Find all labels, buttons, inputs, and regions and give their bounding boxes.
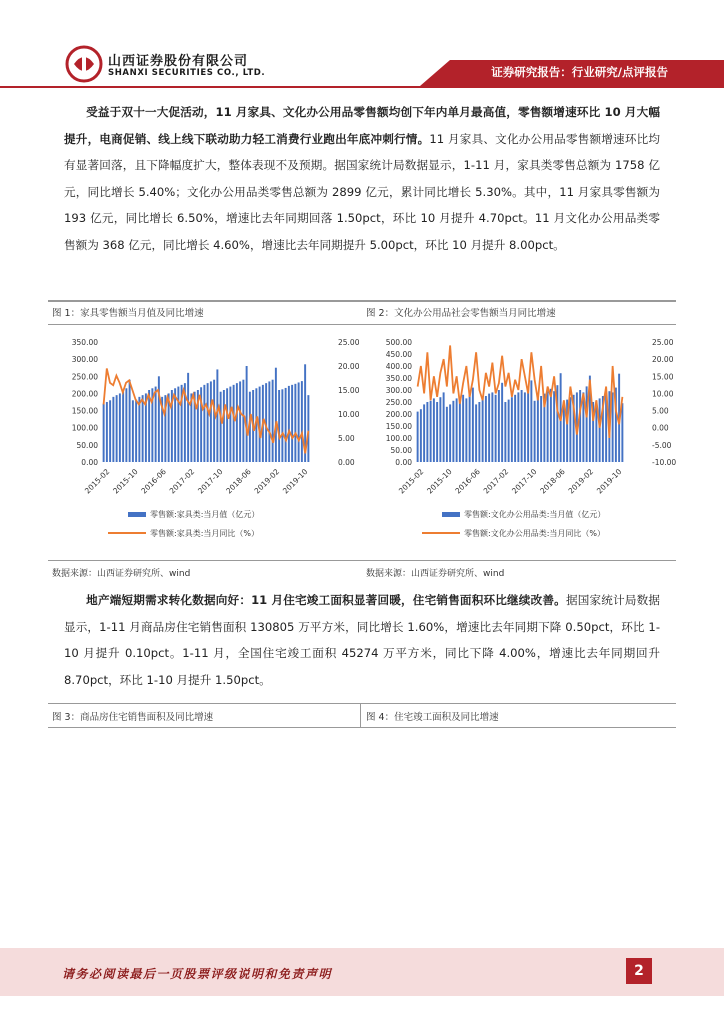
- figure-1-source: 数据来源：山西证券研究所、wind: [52, 569, 191, 579]
- x-tick-label: 2019-02: [566, 467, 596, 496]
- figure-3-caption: 图 3：商品房住宅销售面积及同比增速: [52, 712, 214, 723]
- bar: [272, 380, 274, 462]
- y-left-tick-label: 500.00: [385, 338, 412, 347]
- x-tick-label: 2017-10: [196, 467, 225, 496]
- x-tick-label: 2015-02: [82, 467, 112, 496]
- bar: [106, 402, 108, 462]
- bar: [142, 395, 144, 462]
- bar: [491, 392, 493, 462]
- legend-label: 零售额:家具类:当月值（亿元）: [150, 510, 260, 519]
- bar: [239, 381, 241, 462]
- bar: [177, 387, 179, 462]
- footer-disclaimer: 请务必阅读最后一页股票评级说明和免责声明: [62, 967, 333, 981]
- y-right-tick-label: -10.00: [652, 458, 677, 467]
- bar: [521, 390, 523, 462]
- bar: [307, 395, 309, 462]
- bar: [148, 390, 150, 462]
- y-left-tick-label: 100.00: [385, 434, 412, 443]
- y-right-tick-label: 5.00: [338, 434, 355, 443]
- x-tick-label: 2018-06: [538, 467, 567, 496]
- bar: [229, 387, 231, 462]
- bar: [569, 397, 571, 462]
- bar: [125, 388, 127, 462]
- bar: [236, 383, 238, 462]
- bar: [233, 385, 235, 462]
- y-right-tick-label: 25.00: [652, 338, 674, 347]
- y-right-tick-label: -5.00: [652, 440, 672, 450]
- bar: [482, 398, 484, 462]
- y-left-tick-label: 250.00: [71, 372, 98, 382]
- bar: [488, 394, 490, 462]
- bar: [207, 383, 209, 462]
- x-tick-label: 2017-10: [510, 467, 539, 496]
- page-number: 2: [626, 958, 652, 984]
- bar: [301, 381, 303, 462]
- figure-row-2-top-rule: [48, 703, 676, 704]
- bar: [501, 383, 503, 462]
- y-left-tick-label: 350.00: [71, 338, 98, 347]
- x-tick-label: 2019-10: [280, 467, 310, 496]
- paragraph-lead: 受益于双十一大促活动，11 月家具、文化办公用品零售额均创下年内单月最高值，零售额增速环比 10 月大幅提升，电商促销、线上线下联动助力轻工消费行业跑出年底冲刺行情。: [64, 105, 660, 146]
- bar: [291, 385, 293, 462]
- bar: [294, 384, 296, 462]
- figure-1-caption: 图 1：家具零售额当月值及同比增速: [52, 308, 204, 319]
- figure-2-caption: 图 2：文化办公用品社会零售额当月同比增速: [366, 308, 556, 319]
- legend-label: 零售额:文化办公用品类:当月同比（%）: [464, 529, 605, 538]
- legend-label: 零售额:家具类:当月同比（%）: [150, 529, 259, 538]
- bar: [285, 388, 287, 462]
- header-rule: [0, 86, 724, 88]
- report-type-label: 证券研究报告：行业研究/点评报告: [491, 65, 668, 79]
- bar: [465, 398, 467, 462]
- company-name-en: SHANXI SECURITIES CO., LTD.: [108, 68, 266, 78]
- bar: [524, 392, 526, 462]
- figure-4-caption: 图 4：住宅竣工面积及同比增速: [366, 712, 499, 723]
- bar: [430, 401, 432, 462]
- bar: [210, 381, 212, 462]
- y-left-tick-label: 50.00: [390, 446, 412, 455]
- y-left-tick-label: 100.00: [71, 423, 98, 433]
- bar: [129, 380, 131, 462]
- bar: [550, 389, 552, 462]
- bar: [508, 400, 510, 462]
- series-line: [418, 345, 623, 438]
- x-tick-label: 2019-02: [252, 467, 282, 496]
- bar: [443, 392, 445, 462]
- bar: [586, 386, 588, 462]
- x-tick-label: 2015-02: [396, 467, 426, 496]
- bar: [135, 400, 137, 462]
- bar: [203, 385, 205, 462]
- bar: [423, 404, 425, 462]
- figure-divider: [360, 703, 361, 727]
- x-tick-label: 2017-02: [481, 467, 511, 496]
- bar: [472, 388, 474, 462]
- y-right-tick-label: 10.00: [652, 389, 674, 399]
- bar: [446, 407, 448, 462]
- bar: [514, 395, 516, 462]
- figure-row-2-bottom-rule: [48, 727, 676, 728]
- bar: [504, 402, 506, 462]
- bar: [495, 395, 497, 462]
- bar: [452, 401, 454, 462]
- x-tick-label: 2016-06: [453, 467, 482, 496]
- y-left-tick-label: 150.00: [71, 406, 98, 416]
- bar: [621, 403, 623, 462]
- bar: [449, 404, 451, 462]
- bar: [268, 381, 270, 462]
- y-right-tick-label: 0.00: [652, 423, 669, 433]
- bar: [417, 412, 419, 462]
- y-left-tick-label: 300.00: [385, 386, 412, 395]
- bar: [174, 388, 176, 462]
- x-tick-label: 2019-10: [594, 467, 624, 496]
- bar: [226, 388, 228, 462]
- paragraph-real-estate: [64, 587, 660, 693]
- y-right-tick-label: 0.00: [338, 458, 355, 467]
- bar: [459, 397, 461, 462]
- bar: [433, 398, 435, 462]
- bar: [599, 398, 601, 462]
- y-left-tick-label: 400.00: [385, 362, 412, 371]
- bar: [436, 402, 438, 462]
- bar: [298, 382, 300, 462]
- bar: [553, 391, 555, 462]
- bar: [534, 401, 536, 462]
- bar: [537, 398, 539, 462]
- figure-2-source: 数据来源：山西证券研究所、wind: [366, 569, 505, 579]
- y-right-tick-label: 20.00: [652, 355, 674, 365]
- company-logo: [64, 44, 104, 84]
- bar: [426, 402, 428, 462]
- bar: [275, 368, 277, 462]
- series-line: [104, 368, 309, 453]
- bar: [547, 391, 549, 462]
- bar: [109, 400, 111, 462]
- bar: [220, 392, 222, 462]
- y-right-tick-label: 5.00: [652, 406, 669, 416]
- paragraph-retail: [64, 99, 660, 258]
- bar: [187, 373, 189, 462]
- bar: [116, 395, 118, 462]
- bar: [155, 387, 157, 462]
- bar: [579, 390, 581, 462]
- paragraph-body: 11 月家具、文化办公用品零售额增速环比均有显著回落，且下降幅度扩大，整体表现不及预期。据国家统计局数据显示，1-11 月，家具类零售总额为 1758 亿元，同比增长 5.40%；文化办公用品类零售总额为 2899 亿元，累计同比增长 5.30%。其中，11 月家具零售额为 193 亿元，同比增长 6.50%，增速比去年同期回落 1.50pct，环比 10 月提升 4.70pct。11 月文化办公用品类零售额为 368 亿元，同比增长 4.60%，增速比去年同期提升 5.00pct，环比 10 月提升 8.00pct。: [64, 131, 660, 252]
- y-left-tick-label: 250.00: [385, 398, 412, 407]
- company-name-cn: 山西证券股份有限公司: [108, 54, 249, 69]
- y-left-tick-label: 350.00: [385, 374, 412, 383]
- bar: [517, 392, 519, 462]
- bar: [112, 397, 114, 462]
- y-right-tick-label: 20.00: [338, 362, 360, 371]
- y-left-tick-label: 200.00: [385, 410, 412, 419]
- x-tick-label: 2018-06: [224, 467, 253, 496]
- bar: [530, 380, 532, 462]
- x-tick-label: 2015-10: [111, 467, 140, 496]
- bar: [246, 366, 248, 462]
- paragraph-body: 据国家统计局数据显示，1-11 月商品房住宅销售面积 130805 万平方米，同比增长 1.60%，增速比去年同期下降 0.50pct，环比 1-10 月提升 0.10pct。1-11 月，全国住宅竣工面积 45274 万平方米，同比下降 4.00%，增速比去年同期回升 8.70pct，环比 1-10 月提升 1.50pct。: [64, 593, 660, 687]
- bar: [540, 396, 542, 462]
- chart-office-supplies-retail: [366, 330, 677, 552]
- bar: [132, 400, 134, 462]
- y-right-tick-label: 15.00: [338, 386, 360, 395]
- bar: [138, 397, 140, 462]
- x-tick-label: 2016-06: [139, 467, 168, 496]
- y-left-tick-label: 300.00: [71, 355, 98, 365]
- chart-furniture-retail: [52, 330, 360, 552]
- bar: [462, 395, 464, 462]
- bar: [281, 389, 283, 462]
- bar: [469, 394, 471, 462]
- y-right-tick-label: 15.00: [652, 372, 674, 382]
- y-left-tick-label: 200.00: [71, 389, 98, 399]
- legend-swatch-bar: [442, 512, 460, 517]
- bar: [420, 409, 422, 462]
- bar: [612, 392, 614, 462]
- y-left-tick-label: 0.00: [395, 458, 412, 467]
- bar: [475, 404, 477, 462]
- legend-label: 零售额:文化办公用品类:当月值（亿元）: [464, 510, 606, 519]
- bar: [213, 380, 215, 462]
- figure-row-1-frame: [48, 300, 676, 302]
- bar: [527, 388, 529, 462]
- bar: [103, 404, 105, 462]
- bar: [439, 397, 441, 462]
- bar: [485, 396, 487, 462]
- bar: [223, 390, 225, 462]
- y-left-tick-label: 450.00: [385, 350, 412, 359]
- y-right-tick-label: 10.00: [338, 410, 360, 419]
- bar: [278, 390, 280, 462]
- bar: [119, 393, 121, 462]
- bar: [288, 386, 290, 462]
- paragraph-lead: 地产端短期需求转化数据向好：11 月住宅竣工面积显著回暖，住宅销售面积环比继续改善。: [86, 593, 566, 607]
- y-left-tick-label: 50.00: [76, 440, 98, 450]
- x-tick-label: 2017-02: [167, 467, 197, 496]
- bar: [242, 380, 244, 462]
- y-left-tick-label: 150.00: [385, 422, 412, 431]
- y-right-tick-label: 25.00: [338, 338, 360, 347]
- x-tick-label: 2015-10: [425, 467, 454, 496]
- figure-caption-rule: [48, 324, 676, 325]
- bar: [498, 390, 500, 462]
- legend-swatch-bar: [128, 512, 146, 517]
- bar: [478, 402, 480, 462]
- y-left-tick-label: 0.00: [81, 458, 98, 467]
- figure-source-rule: [48, 560, 676, 561]
- bar: [511, 397, 513, 462]
- bar: [122, 392, 124, 462]
- bar: [456, 398, 458, 462]
